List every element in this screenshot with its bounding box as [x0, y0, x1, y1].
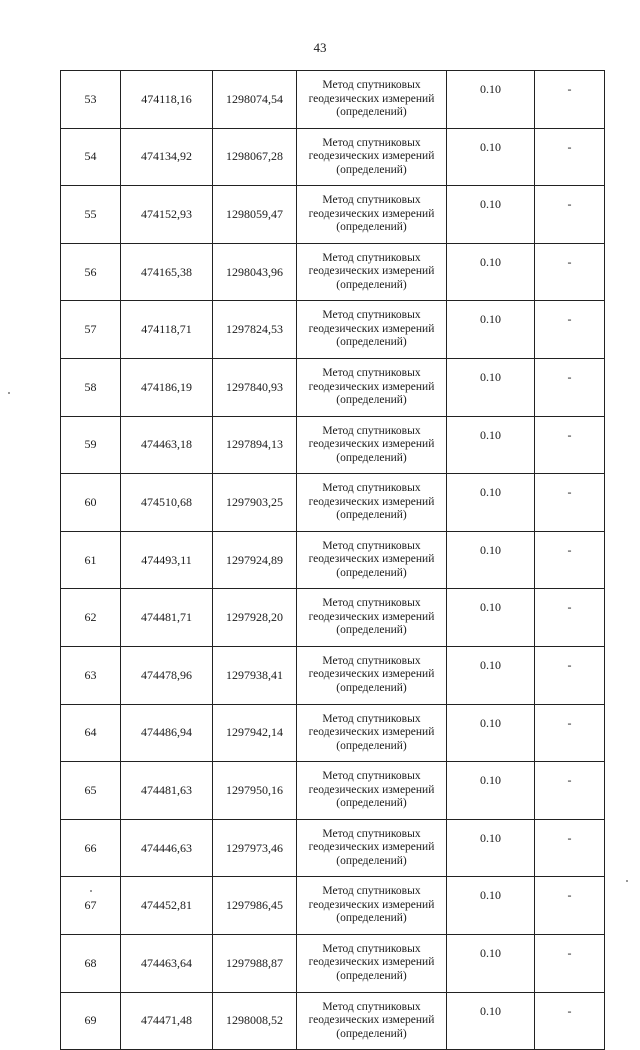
method-cell	[297, 474, 447, 532]
method-line: (определений)	[336, 681, 407, 694]
coordinate-y-cell: 1297950,16	[213, 762, 297, 820]
coordinate-y-cell: 1297928,20	[213, 589, 297, 647]
point-number-cell: 63	[61, 646, 121, 704]
page-number: 43	[313, 40, 327, 55]
accuracy-cell: 0.10	[447, 474, 535, 532]
method-line: геодезических измерений	[308, 956, 435, 969]
coordinates-table-body	[61, 71, 605, 1050]
table-row	[61, 474, 605, 532]
method-line: (определений)	[336, 624, 407, 637]
method-line: Метод спутниковых	[322, 942, 421, 955]
point-number-cell: 66	[61, 819, 121, 877]
method-line: (определений)	[336, 451, 407, 464]
method-cell	[297, 589, 447, 647]
accuracy-cell: 0.10	[447, 358, 535, 416]
coordinate-x-cell: 474510,68	[121, 474, 213, 532]
method-cell	[297, 934, 447, 992]
accuracy-cell: 0.10	[447, 243, 535, 301]
method-line: (определений)	[336, 797, 407, 810]
coordinate-y-cell: 1297942,14	[213, 704, 297, 762]
method-line: (определений)	[336, 739, 407, 752]
note-cell: -	[535, 301, 605, 359]
method-line: (определений)	[336, 1027, 407, 1040]
coordinate-x-cell: 474481,71	[121, 589, 213, 647]
coordinate-y-cell: 1298074,54	[213, 71, 297, 129]
table-row	[61, 934, 605, 992]
table-row	[61, 589, 605, 647]
coordinate-x-cell: 474486,94	[121, 704, 213, 762]
note-cell: -	[535, 128, 605, 186]
table-row	[61, 71, 605, 129]
method-cell	[297, 531, 447, 589]
method-line: Метод спутниковых	[322, 1000, 421, 1013]
accuracy-cell: 0.10	[447, 992, 535, 1050]
method-line: Метод спутниковых	[322, 424, 421, 437]
method-line: (определений)	[336, 278, 407, 291]
note-cell: -	[535, 531, 605, 589]
method-cell	[297, 128, 447, 186]
note-cell: -	[535, 71, 605, 129]
point-number-cell: 58	[61, 358, 121, 416]
method-line: геодезических измерений	[308, 668, 435, 681]
accuracy-cell: 0.10	[447, 589, 535, 647]
point-number-cell: 61	[61, 531, 121, 589]
coordinate-y-cell: 1297986,45	[213, 877, 297, 935]
coordinate-y-cell: 1298043,96	[213, 243, 297, 301]
method-line: геодезических измерений	[308, 207, 435, 220]
method-line: Метод спутниковых	[322, 79, 421, 92]
note-cell: -	[535, 877, 605, 935]
accuracy-cell: 0.10	[447, 877, 535, 935]
method-line: (определений)	[336, 106, 407, 119]
method-line: Метод спутниковых	[322, 597, 421, 610]
method-cell	[297, 992, 447, 1050]
point-number-cell: 55	[61, 186, 121, 244]
coordinate-y-cell: 1297988,87	[213, 934, 297, 992]
method-cell	[297, 243, 447, 301]
point-number-cell: 64	[61, 704, 121, 762]
coordinate-x-cell: 474493,11	[121, 531, 213, 589]
point-number-cell: 60	[61, 474, 121, 532]
method-cell	[297, 819, 447, 877]
method-line: геодезических измерений	[308, 495, 435, 508]
method-line: (определений)	[336, 969, 407, 982]
coordinate-x-cell: 474165,38	[121, 243, 213, 301]
method-line: (определений)	[336, 912, 407, 925]
point-number-cell: 68	[61, 934, 121, 992]
table-row	[61, 186, 605, 244]
note-cell: -	[535, 819, 605, 877]
coordinate-x-cell: 474118,71	[121, 301, 213, 359]
method-line: геодезических измерений	[308, 380, 435, 393]
method-line: геодезических измерений	[308, 610, 435, 623]
method-line: Метод спутниковых	[322, 194, 421, 207]
accuracy-cell: 0.10	[447, 301, 535, 359]
point-number-cell: 57	[61, 301, 121, 359]
coordinate-x-cell: 474463,18	[121, 416, 213, 474]
table-row	[61, 416, 605, 474]
method-line: Метод спутниковых	[322, 712, 421, 725]
method-cell	[297, 704, 447, 762]
table-row	[61, 819, 605, 877]
table-row	[61, 243, 605, 301]
coordinate-x-cell: 474446,63	[121, 819, 213, 877]
coordinate-y-cell: 1298067,28	[213, 128, 297, 186]
method-line: (определений)	[336, 566, 407, 579]
method-line: Метод спутниковых	[322, 309, 421, 322]
coordinate-x-cell: 474134,92	[121, 128, 213, 186]
method-cell	[297, 71, 447, 129]
coordinate-x-cell: 474463,64	[121, 934, 213, 992]
method-line: геодезических измерений	[308, 322, 435, 335]
point-number-cell: 67	[61, 877, 121, 935]
table-row	[61, 531, 605, 589]
point-number-cell: 54	[61, 128, 121, 186]
coordinate-x-cell: 474452,81	[121, 877, 213, 935]
method-cell	[297, 186, 447, 244]
note-cell: -	[535, 646, 605, 704]
accuracy-cell: 0.10	[447, 531, 535, 589]
coordinate-x-cell: 474186,19	[121, 358, 213, 416]
note-cell: -	[535, 243, 605, 301]
method-cell	[297, 762, 447, 820]
method-line: Метод спутниковых	[322, 770, 421, 783]
accuracy-cell: 0.10	[447, 704, 535, 762]
coordinate-y-cell: 1297840,93	[213, 358, 297, 416]
method-line: геодезических измерений	[308, 92, 435, 105]
note-cell: -	[535, 992, 605, 1050]
note-cell: -	[535, 358, 605, 416]
table-row	[61, 646, 605, 704]
note-cell: -	[535, 416, 605, 474]
accuracy-cell: 0.10	[447, 762, 535, 820]
scan-speck	[90, 890, 92, 892]
method-line: геодезических измерений	[308, 265, 435, 278]
table-row	[61, 704, 605, 762]
method-line: Метод спутниковых	[322, 539, 421, 552]
note-cell: -	[535, 704, 605, 762]
method-line: геодезических измерений	[308, 783, 435, 796]
method-line: Метод спутниковых	[322, 885, 421, 898]
accuracy-cell: 0.10	[447, 416, 535, 474]
method-cell	[297, 358, 447, 416]
note-cell: -	[535, 589, 605, 647]
note-cell: -	[535, 474, 605, 532]
accuracy-cell: 0.10	[447, 646, 535, 704]
coordinate-x-cell: 474118,16	[121, 71, 213, 129]
method-line: (определений)	[336, 509, 407, 522]
method-line: геодезических измерений	[308, 150, 435, 163]
coordinates-table	[60, 70, 605, 1050]
accuracy-cell: 0.10	[447, 186, 535, 244]
coordinate-y-cell: 1297938,41	[213, 646, 297, 704]
method-line: (определений)	[336, 394, 407, 407]
table-row	[61, 358, 605, 416]
coordinate-x-cell: 474481,63	[121, 762, 213, 820]
method-cell	[297, 416, 447, 474]
table-row	[61, 762, 605, 820]
scan-speck	[626, 880, 628, 882]
method-line: геодезических измерений	[308, 726, 435, 739]
method-line: Метод спутниковых	[322, 827, 421, 840]
accuracy-cell: 0.10	[447, 934, 535, 992]
coordinate-y-cell: 1297924,89	[213, 531, 297, 589]
coordinate-x-cell: 474471,48	[121, 992, 213, 1050]
scan-speck	[8, 392, 10, 394]
method-line: (определений)	[336, 854, 407, 867]
coordinate-x-cell: 474478,96	[121, 646, 213, 704]
accuracy-cell: 0.10	[447, 819, 535, 877]
note-cell: -	[535, 186, 605, 244]
coordinate-y-cell: 1298059,47	[213, 186, 297, 244]
method-line: геодезических измерений	[308, 553, 435, 566]
table-row	[61, 992, 605, 1050]
method-line: Метод спутниковых	[322, 482, 421, 495]
method-line: (определений)	[336, 336, 407, 349]
coordinate-y-cell: 1298008,52	[213, 992, 297, 1050]
method-line: геодезических измерений	[308, 898, 435, 911]
coordinate-y-cell: 1297973,46	[213, 819, 297, 877]
point-number-cell: 62	[61, 589, 121, 647]
method-line: Метод спутниковых	[322, 251, 421, 264]
table-row	[61, 877, 605, 935]
point-number-cell: 56	[61, 243, 121, 301]
method-cell	[297, 877, 447, 935]
point-number-cell: 59	[61, 416, 121, 474]
method-line: Метод спутниковых	[322, 367, 421, 380]
point-number-cell: 65	[61, 762, 121, 820]
table-row	[61, 128, 605, 186]
method-line: Метод спутниковых	[322, 136, 421, 149]
accuracy-cell: 0.10	[447, 71, 535, 129]
coordinate-y-cell: 1297894,13	[213, 416, 297, 474]
point-number-cell: 69	[61, 992, 121, 1050]
method-line: Метод спутниковых	[322, 654, 421, 667]
accuracy-cell: 0.10	[447, 128, 535, 186]
note-cell: -	[535, 762, 605, 820]
table-row	[61, 301, 605, 359]
method-line: (определений)	[336, 221, 407, 234]
method-line: геодезических измерений	[308, 438, 435, 451]
coordinate-y-cell: 1297903,25	[213, 474, 297, 532]
method-line: (определений)	[336, 163, 407, 176]
note-cell: -	[535, 934, 605, 992]
point-number-cell: 53	[61, 71, 121, 129]
coordinate-x-cell: 474152,93	[121, 186, 213, 244]
method-cell	[297, 646, 447, 704]
method-line: геодезических измерений	[308, 841, 435, 854]
method-cell	[297, 301, 447, 359]
coordinate-y-cell: 1297824,53	[213, 301, 297, 359]
method-line: геодезических измерений	[308, 1014, 435, 1027]
